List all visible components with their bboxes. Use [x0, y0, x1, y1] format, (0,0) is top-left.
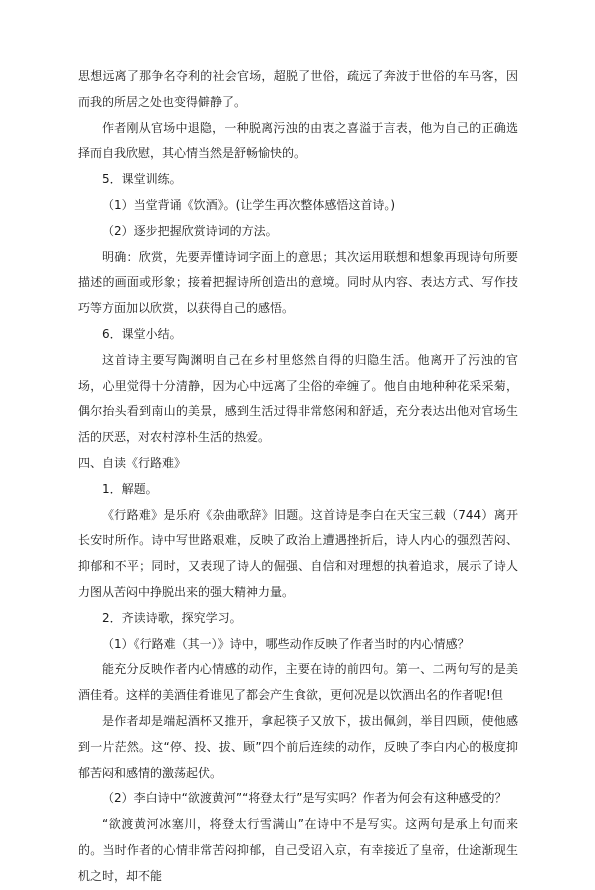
- title-explanation-paragraph: 《行路难》是乐府《杂曲歌辞》旧题。这首诗是李白在天宝三载（744）离开长安时所作。诗中写世路艰难，反映了政治上遭遇挫折后，诗人内心的强烈苦闷、抑郁和不平；同时，又表现了诗人的倔强、自信和对理想的执着追求，展示了诗人力图从苦闷中挣脱出来的强大精神力量。: [78, 507, 518, 599]
- heading-title-explanation: 1．解题。: [102, 481, 158, 496]
- summary-paragraph: 这首诗主要写陶渊明自己在乡村里悠然自得的归隐生活。他离开了污浊的官场，心里觉得十分清静，因为心中远离了尘俗的牵缠了。他自由地种种花采采菊，偶尔抬头看到南山的美景，感到生活过得非常悠闲和舒适，充分表达出他对官场生活的厌恶，对农村淳朴生活的热爱。: [78, 352, 518, 445]
- section-heading-four: 四、自读《行路难》: [78, 455, 187, 470]
- training-item-2: （2）逐步把握欣赏诗词的方法。: [102, 223, 278, 238]
- heading-read-explore: 2．齐读诗歌，探究学习。: [102, 610, 242, 625]
- question-1: （1）《行路难（其一）》诗中，哪些动作反映了作者当时的内心情感？: [102, 636, 470, 651]
- paragraph-1: 思想远离了那争名夺利的社会官场，超脱了世俗，疏远了奔波于世俗的车马客，因而我的所居之处也变得僻静了。: [78, 69, 518, 109]
- paragraph-2: 作者刚从官场中退隐，一种脱离污浊的由衷之喜溢于言表，他为自己的正确选择而自我欣慰，其心情当然是舒畅愉快的。: [78, 120, 518, 161]
- clarification-paragraph: 明确：欣赏，先要弄懂诗词字面上的意思；其次运用联想和想象再现诗句所要描述的画面或形象；接着把握诗所创造出的意境。同时从内容、表达方式、写作技巧等方面加以欣赏，以获得自己的感悟。: [78, 249, 518, 316]
- heading-class-training: 5．课堂训练。: [102, 172, 182, 187]
- answer-1-part-2: 是作者却是端起酒杯又推开，拿起筷子又放下，拔出佩剑，举目四顾，使他感到一片茫然。这“停、投、拔、顾”四个前后连续的动作，反映了李白内心的极度抑郁苦闷和感情的激荡起伏。: [78, 713, 518, 780]
- heading-class-summary: 6．课堂小结。: [102, 326, 182, 341]
- answer-2: “欲渡黄河冰塞川，将登太行雪满山”在诗中不是写实。这两句是承上句而来的。当时作者的心情非常苦闷抑郁，自己受诏入京，有幸接近了皇帝，仕途渐现生机之时，却不能: [78, 817, 518, 883]
- page-body: [78, 64, 518, 890]
- question-2: （2）李白诗中“欲渡黄河”“将登太行”是写实吗？作者为何会有这种感受的？: [102, 791, 507, 806]
- training-item-1: （1）当堂背诵《饮酒》。(让学生再次整体感悟这首诗。): [102, 197, 396, 212]
- answer-1-part-1: 能充分反映作者内心情感的动作，主要在诗的前四句。第一、二两句写的是美酒佳肴。这样的美酒佳肴谁见了都会产生食欲，更何况是以饮酒出名的作者呢!但: [78, 662, 518, 703]
